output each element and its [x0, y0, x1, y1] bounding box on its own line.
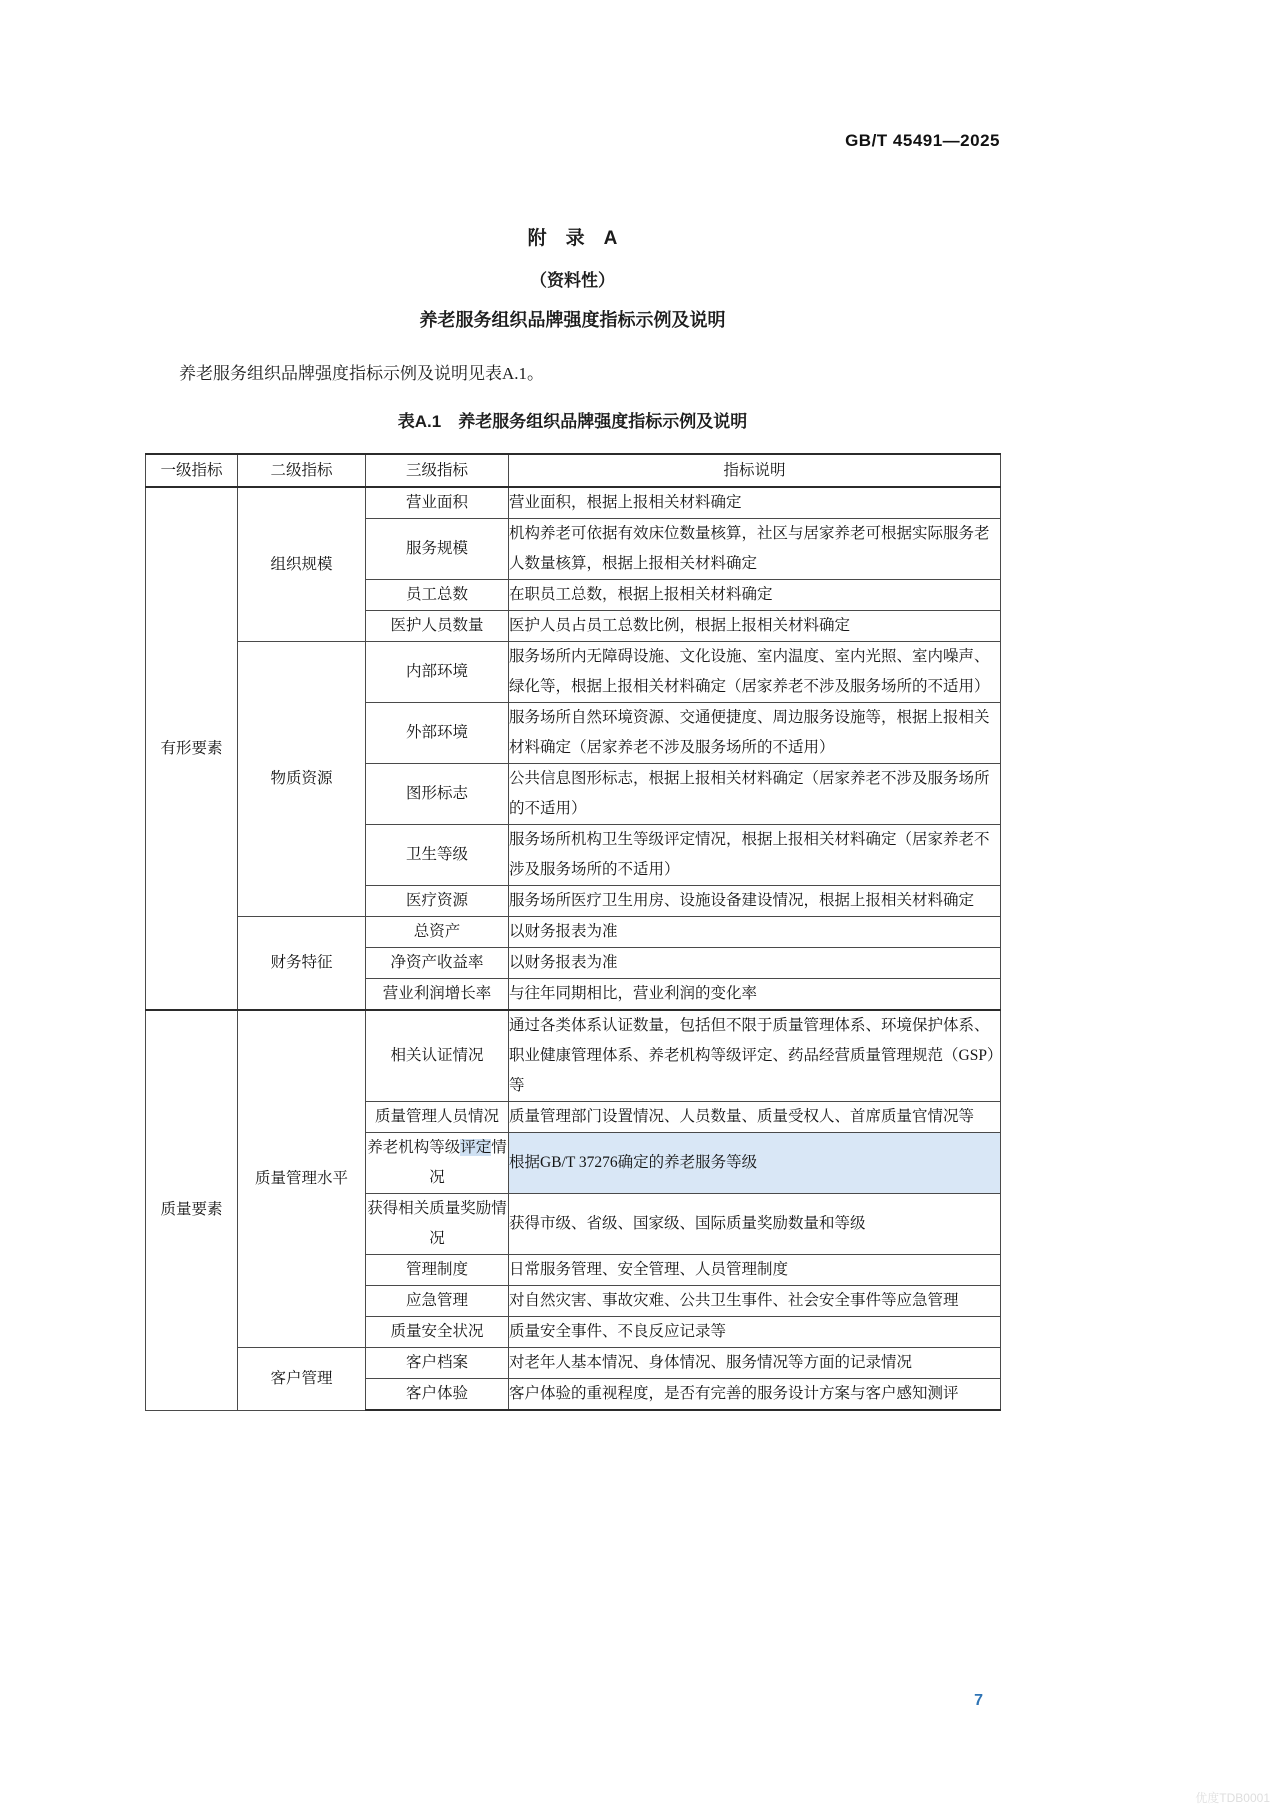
level2-indicator-cell: 质量管理水平: [238, 1010, 366, 1348]
table-header-cell: 指标说明: [509, 454, 1001, 487]
description-cell: 营业面积，根据上报相关材料确定: [509, 487, 1001, 519]
description-cell: 公共信息图形标志，根据上报相关材料确定（居家养老不涉及服务场所的不适用）: [509, 764, 1001, 825]
level3-indicator-cell: 质量管理人员情况: [366, 1102, 509, 1133]
level3-indicator-cell: 养老机构等级评定情况: [366, 1133, 509, 1194]
description-cell: 根据GB/T 37276确定的养老服务等级: [509, 1133, 1001, 1194]
level2-indicator-cell: 物质资源: [238, 642, 366, 917]
level3-indicator-cell: 客户档案: [366, 1348, 509, 1379]
level1-indicator-cell: 质量要素: [146, 1010, 238, 1410]
highlight-span: 评定: [460, 1139, 492, 1156]
description-cell: 与往年同期相比，营业利润的变化率: [509, 979, 1001, 1011]
description-cell: 通过各类体系认证数量，包括但不限于质量管理体系、环境保护体系、职业健康管理体系、养老机构等级评定、药品经营质量管理规范（GSP）等: [509, 1010, 1001, 1102]
level3-indicator-cell: 相关认证情况: [366, 1010, 509, 1102]
table-header-cell: 二级指标: [238, 454, 366, 487]
table-header-cell: 一级指标: [146, 454, 238, 487]
page-number: 7: [974, 1692, 983, 1709]
level3-indicator-cell: 医护人员数量: [366, 611, 509, 642]
appendix-heading: 养老服务组织品牌强度指标示例及说明: [419, 310, 726, 330]
description-cell: 质量管理部门设置情况、人员数量、质量受权人、首席质量官情况等: [509, 1102, 1001, 1133]
table-row: [146, 917, 1001, 948]
intro-paragraph: 养老服务组织品牌强度指标示例及说明见表A.1。: [179, 364, 545, 383]
standard-code: GB/T 45491—2025: [845, 131, 1000, 150]
table-row: [146, 487, 1001, 519]
appendix-subtitle: （资料性）: [530, 271, 615, 290]
description-cell: 机构养老可依据有效床位数量核算，社区与居家养老可根据实际服务老人数量核算，根据上报相关材料确定: [509, 519, 1001, 580]
level3-indicator-cell: 内部环境: [366, 642, 509, 703]
level3-indicator-cell: 应急管理: [366, 1286, 509, 1317]
level3-indicator-cell: 图形标志: [366, 764, 509, 825]
table-row: [146, 1348, 1001, 1379]
level3-indicator-cell: 营业面积: [366, 487, 509, 519]
table-row: [146, 642, 1001, 703]
level2-indicator-cell: 客户管理: [238, 1348, 366, 1411]
description-cell: 服务场所医疗卫生用房、设施设备建设情况，根据上报相关材料确定: [509, 886, 1001, 917]
level3-indicator-cell: 质量安全状况: [366, 1317, 509, 1348]
description-cell: 以财务报表为准: [509, 917, 1001, 948]
table-header-cell: 三级指标: [366, 454, 509, 487]
table-caption: 表A.1 养老服务组织品牌强度指标示例及说明: [397, 412, 748, 431]
level3-indicator-cell: 外部环境: [366, 703, 509, 764]
description-cell: 对自然灾害、事故灾难、公共卫生事件、社会安全事件等应急管理: [509, 1286, 1001, 1317]
indicator-table-body: [146, 454, 1001, 1410]
level3-indicator-cell: 营业利润增长率: [366, 979, 509, 1011]
description-cell: 质量安全事件、不良反应记录等: [509, 1317, 1001, 1348]
description-cell: 服务场所自然环境资源、交通便捷度、周边服务设施等，根据上报相关材料确定（居家养老不涉及服务场所的不适用）: [509, 703, 1001, 764]
level3-indicator-cell: 净资产收益率: [366, 948, 509, 979]
description-cell: 对老年人基本情况、身体情况、服务情况等方面的记录情况: [509, 1348, 1001, 1379]
description-cell: 以财务报表为准: [509, 948, 1001, 979]
document-content: [145, 0, 1000, 1411]
description-cell: 服务场所机构卫生等级评定情况，根据上报相关材料确定（居家养老不涉及服务场所的不适用）: [509, 825, 1001, 886]
description-cell: 服务场所内无障碍设施、文化设施、室内温度、室内光照、室内噪声、绿化等，根据上报相关材料确定（居家养老不涉及服务场所的不适用）: [509, 642, 1001, 703]
table-row: [146, 1010, 1001, 1102]
level3-indicator-cell: 医疗资源: [366, 886, 509, 917]
level3-indicator-cell: 服务规模: [366, 519, 509, 580]
level1-indicator-cell: 有形要素: [146, 487, 238, 1010]
level3-indicator-cell: 卫生等级: [366, 825, 509, 886]
level3-indicator-cell: 客户体验: [366, 1379, 509, 1411]
description-cell: 日常服务管理、安全管理、人员管理制度: [509, 1255, 1001, 1286]
description-cell: 在职员工总数，根据上报相关材料确定: [509, 580, 1001, 611]
level2-indicator-cell: 组织规模: [238, 487, 366, 642]
level3-indicator-cell: 员工总数: [366, 580, 509, 611]
table-header-row: [146, 454, 1001, 487]
indicator-table: [145, 453, 1001, 1411]
level3-indicator-cell: 总资产: [366, 917, 509, 948]
level3-indicator-cell: 获得相关质量奖励情况: [366, 1194, 509, 1255]
level3-indicator-cell: 管理制度: [366, 1255, 509, 1286]
appendix-title: 附 录 A: [527, 228, 618, 249]
description-cell: 医护人员占员工总数比例，根据上报相关材料确定: [509, 611, 1001, 642]
description-cell: 获得市级、省级、国家级、国际质量奖励数量和等级: [509, 1194, 1001, 1255]
watermark: 优度TDB0001: [1195, 1791, 1270, 1805]
description-cell: 客户体验的重视程度，是否有完善的服务设计方案与客户感知测评: [509, 1379, 1001, 1411]
level2-indicator-cell: 财务特征: [238, 917, 366, 1011]
